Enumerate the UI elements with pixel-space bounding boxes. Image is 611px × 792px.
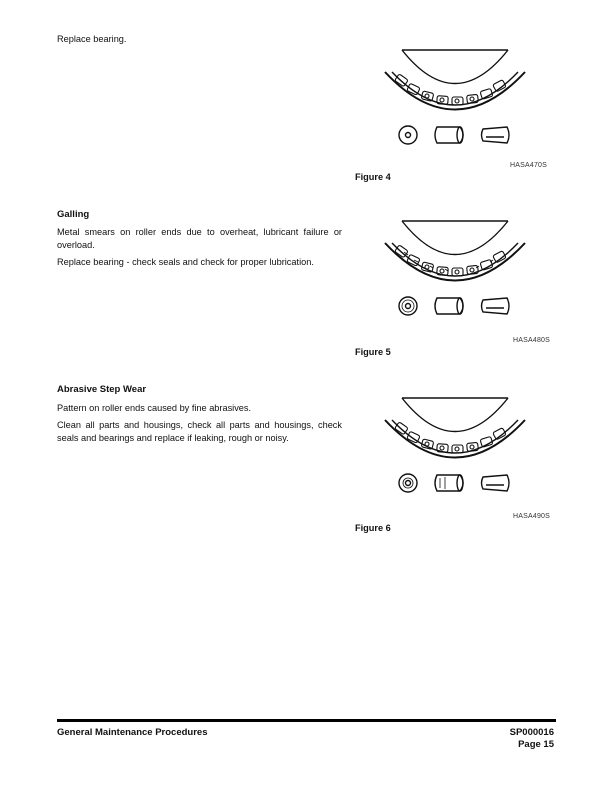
- footer-page-number: Page 15: [518, 739, 554, 750]
- footer-doc-number: SP000016: [509, 727, 554, 738]
- footer-rule: [57, 719, 556, 722]
- footer-title: General Maintenance Procedures: [57, 727, 208, 738]
- figure-5-code: HASA480S: [513, 337, 551, 344]
- abrasive-paragraph-1: Pattern on roller ends caused by fine abrasives.: [57, 403, 252, 413]
- bearing-illustration-fig6: [380, 390, 540, 510]
- bearing-illustration-fig4: [380, 42, 540, 162]
- abrasive-paragraph-2: Clean all parts and housings, check all parts and housings, check seals and bearings and replace if leaking, rough or noisy.: [57, 420, 342, 443]
- abrasive-step-wear-heading: Abrasive Step Wear: [57, 384, 147, 395]
- bearing-illustration-fig5: [380, 213, 540, 333]
- galling-paragraph-2: Replace bearing - check seals and check for proper lubrication.: [57, 257, 314, 267]
- galling-heading: Galling: [57, 209, 90, 220]
- figure-6-label: Figure 6: [355, 523, 391, 533]
- figure-4-code: HASA470S: [510, 162, 548, 169]
- section-1-paragraph-1: Replace bearing.: [57, 34, 127, 44]
- galling-paragraph-1: Metal smears on roller ends due to overheat, lubricant failure or overload.: [57, 227, 342, 250]
- figure-4-label: Figure 4: [355, 172, 391, 182]
- figure-5-label: Figure 5: [355, 347, 391, 357]
- figure-6-code: HASA490S: [513, 513, 551, 520]
